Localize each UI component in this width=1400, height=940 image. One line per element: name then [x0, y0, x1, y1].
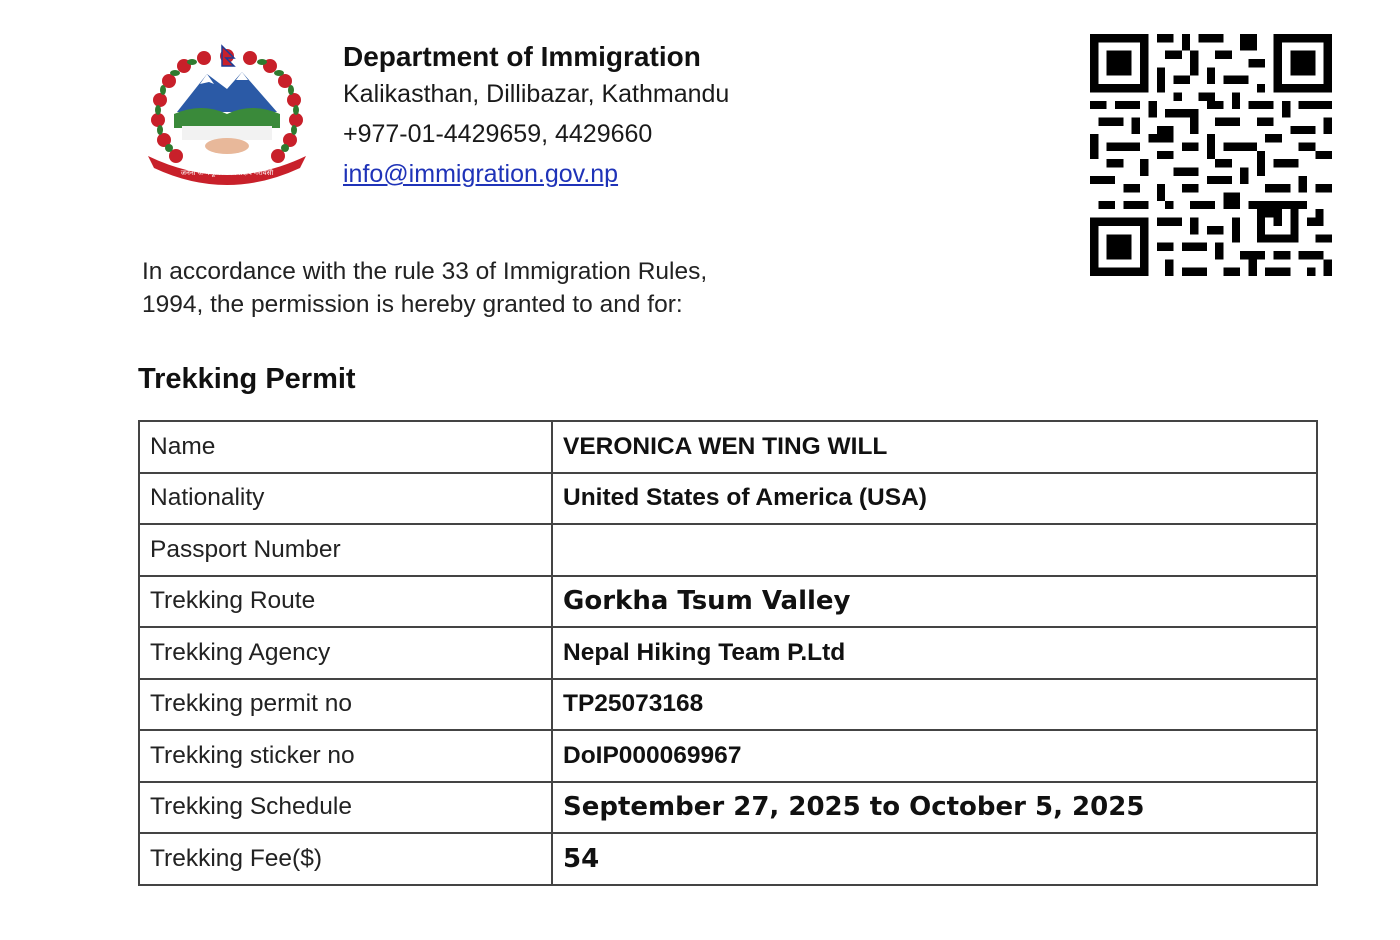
row-value-schedule: September 27, 2025 to October 5, 2025: [552, 782, 1317, 834]
row-label-schedule: Trekking Schedule: [139, 782, 552, 834]
table-row: [139, 833, 1317, 885]
row-value-name: VERONICA WEN TING WILL: [552, 421, 1317, 473]
row-label-passport-number: Passport Number: [139, 524, 552, 576]
row-label-permit-no: Trekking permit no: [139, 679, 552, 731]
header-block: [343, 40, 729, 194]
nepal-coat-of-arms-icon: [142, 44, 312, 189]
table-row: [139, 524, 1317, 576]
table-row: [139, 473, 1317, 525]
department-name: Department of Immigration: [343, 41, 701, 72]
permit-table: [138, 420, 1318, 886]
table-row: [139, 421, 1317, 473]
row-value-trekking-agency: Nepal Hiking Team P.Ltd: [552, 627, 1317, 679]
table-row: [139, 782, 1317, 834]
row-label-sticker-no: Trekking sticker no: [139, 730, 552, 782]
table-row: [139, 576, 1317, 628]
permit-title: Trekking Permit: [138, 363, 356, 395]
department-phone: +977-01-4429659, 4429660: [343, 120, 653, 148]
row-value-fee: 54: [552, 833, 1317, 885]
row-value-nationality: United States of America (USA): [552, 473, 1317, 525]
row-label-trekking-agency: Trekking Agency: [139, 627, 552, 679]
row-value-sticker-no: DoIP000069967: [552, 730, 1317, 782]
intro-paragraph: [142, 255, 842, 321]
row-label-fee: Trekking Fee($): [139, 833, 552, 885]
email-link[interactable]: info@immigration.gov.np: [343, 160, 619, 188]
row-value-passport-number: [552, 524, 1317, 576]
row-label-name: Name: [139, 421, 552, 473]
row-label-nationality: Nationality: [139, 473, 552, 525]
qr-code-icon: [1090, 34, 1332, 276]
table-row: [139, 679, 1317, 731]
intro-line-2: 1994, the permission is hereby granted to and for:: [142, 291, 683, 318]
intro-line-1: In accordance with the rule 33 of Immigration Rules,: [142, 258, 708, 285]
emblem-motto: जननी जन्मभूमिश्च स्वर्गादपि गरीयसी: [180, 169, 274, 177]
row-value-permit-no: TP25073168: [552, 679, 1317, 731]
row-label-trekking-route: Trekking Route: [139, 576, 552, 628]
table-row: [139, 627, 1317, 679]
table-row: [139, 730, 1317, 782]
row-value-trekking-route: Gorkha Tsum Valley: [552, 576, 1317, 628]
department-address: Kalikasthan, Dillibazar, Kathmandu: [343, 80, 730, 108]
